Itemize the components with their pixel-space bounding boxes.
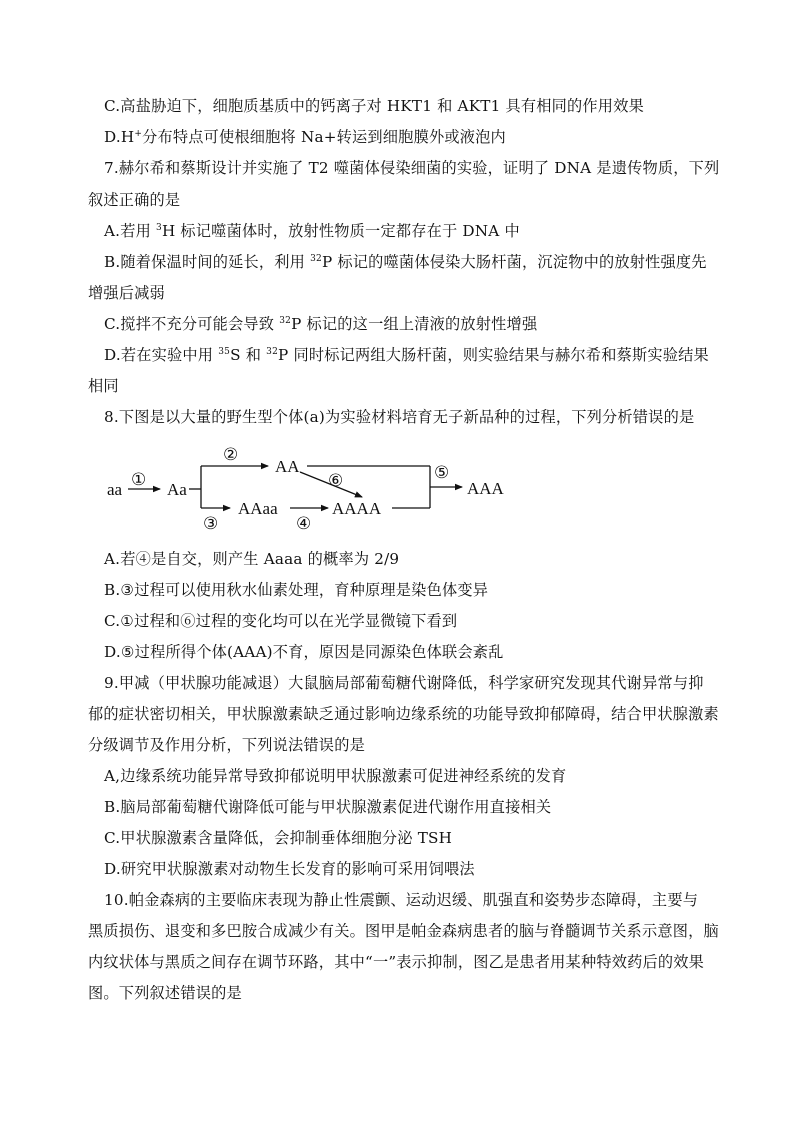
- genotype-AA: AA: [275, 457, 300, 476]
- breeding-process-diagram: [100, 436, 530, 540]
- q7-stem-line2: 叙述正确的是: [88, 191, 181, 209]
- q9-stem-line1: 9.甲减（甲状腺功能减退）大鼠脑局部葡萄糖代谢降低，科学家研究发现其代谢异常与抑: [104, 674, 704, 692]
- q9-stem-line2: 郁的症状密切相关，甲状腺激素缺乏通过影响边缘系统的功能导致抑郁障碍，结合甲状腺激素: [88, 705, 719, 723]
- q6-option-c: C.高盐胁迫下，细胞质基质中的钙离子对 HKT1 和 AKT1 具有相同的作用效果: [104, 97, 644, 115]
- q7-option-c: C.搅拌不充分可能会导致 $^{32}$P 标记的这一组上清液的放射性增强: [104, 315, 538, 333]
- q7-stem-line1: 7.赫尔希和蔡斯设计并实施了 T2 噬菌体侵染细菌的实验，证明了 DNA 是遗传物质，下列: [104, 159, 720, 177]
- step-4-label: ④: [296, 514, 312, 533]
- q7-option-b-line1: B.随着保温时间的延长，利用 $^{32}$P 标记的噬菌体侵染大肠杆菌，沉淀物中的放射性强度先: [104, 253, 707, 271]
- q8-option-d: D.⑤过程所得个体(AAA)不育，原因是同源染色体联会紊乱: [104, 643, 504, 661]
- q9-option-b: B.脑局部葡萄糖代谢降低可能与甲状腺激素促进代谢作用直接相关: [104, 798, 552, 816]
- q7-option-b-line2: 增强后减弱: [88, 284, 165, 302]
- step-1-label: ①: [131, 470, 147, 489]
- step-5-label: ⑤: [434, 463, 450, 482]
- q8-stem: 8.下图是以大量的野生型个体(a)为实验材料培育无子新品种的过程，下列分析错误的是: [104, 408, 695, 426]
- q9-option-a: A,边缘系统功能异常导致抑郁说明甲状腺激素可促进神经系统的发育: [104, 767, 567, 785]
- q10-stem-line2: 黑质损伤、退变和多巴胺合成减少有关。图甲是帕金森病患者的脑与脊髓调节关系示意图，脑: [88, 922, 719, 940]
- step-2-label: ②: [223, 445, 239, 464]
- genotype-AAAA: AAAA: [332, 499, 382, 518]
- q10-stem-line3: 内纹状体与黑质之间存在调节环路，其中“一”表示抑制，图乙是患者用某种特效药后的效果: [88, 953, 705, 971]
- genotype-AAA: AAA: [467, 479, 504, 498]
- step-6-label: ⑥: [328, 471, 344, 490]
- q7-option-d-line2: 相同: [88, 377, 119, 395]
- q8-option-a: A.若④是自交，则产生 Aaaa 的概率为 2/9: [104, 550, 400, 568]
- q10-stem-line4: 图。下列叙述错误的是: [88, 984, 242, 1002]
- genotype-Aa: Aa: [167, 480, 187, 499]
- q7-option-a: A.若用 $^3$H 标记噬菌体时，放射性物质一定都存在于 DNA 中: [104, 222, 520, 240]
- q9-option-d: D.研究甲状腺激素对动物生长发育的影响可采用饲喂法: [104, 860, 475, 878]
- q9-option-c: C.甲状腺激素含量降低，会抑制垂体细胞分泌 TSH: [104, 829, 453, 847]
- step-3-label: ③: [203, 514, 219, 533]
- q9-stem-line3: 分级调节及作用分析，下列说法错误的是: [88, 736, 365, 754]
- genotype-AAaa: AAaa: [238, 499, 278, 518]
- q7-option-d-line1: D.若在实验中用 $^{35}$S 和 $^{32}$P 同时标记两组大肠杆菌，则实验结果与赫尔希和蔡斯实验结果: [104, 346, 709, 364]
- q10-stem-line1: 10.帕金森病的主要临床表现为静止性震颤、运动迟缓、肌强直和姿势步态障碍，主要与: [104, 891, 699, 909]
- q8-option-c: C.①过程和⑥过程的变化均可以在光学显微镜下看到: [104, 612, 458, 630]
- q6-option-d: D.H+分布特点可使根细胞将 Na+转运到细胞膜外或液泡内: [104, 128, 506, 146]
- q8-option-b: B.③过程可以使用秋水仙素处理，育种原理是染色体变异: [104, 581, 489, 599]
- genotype-aa: aa: [107, 480, 123, 499]
